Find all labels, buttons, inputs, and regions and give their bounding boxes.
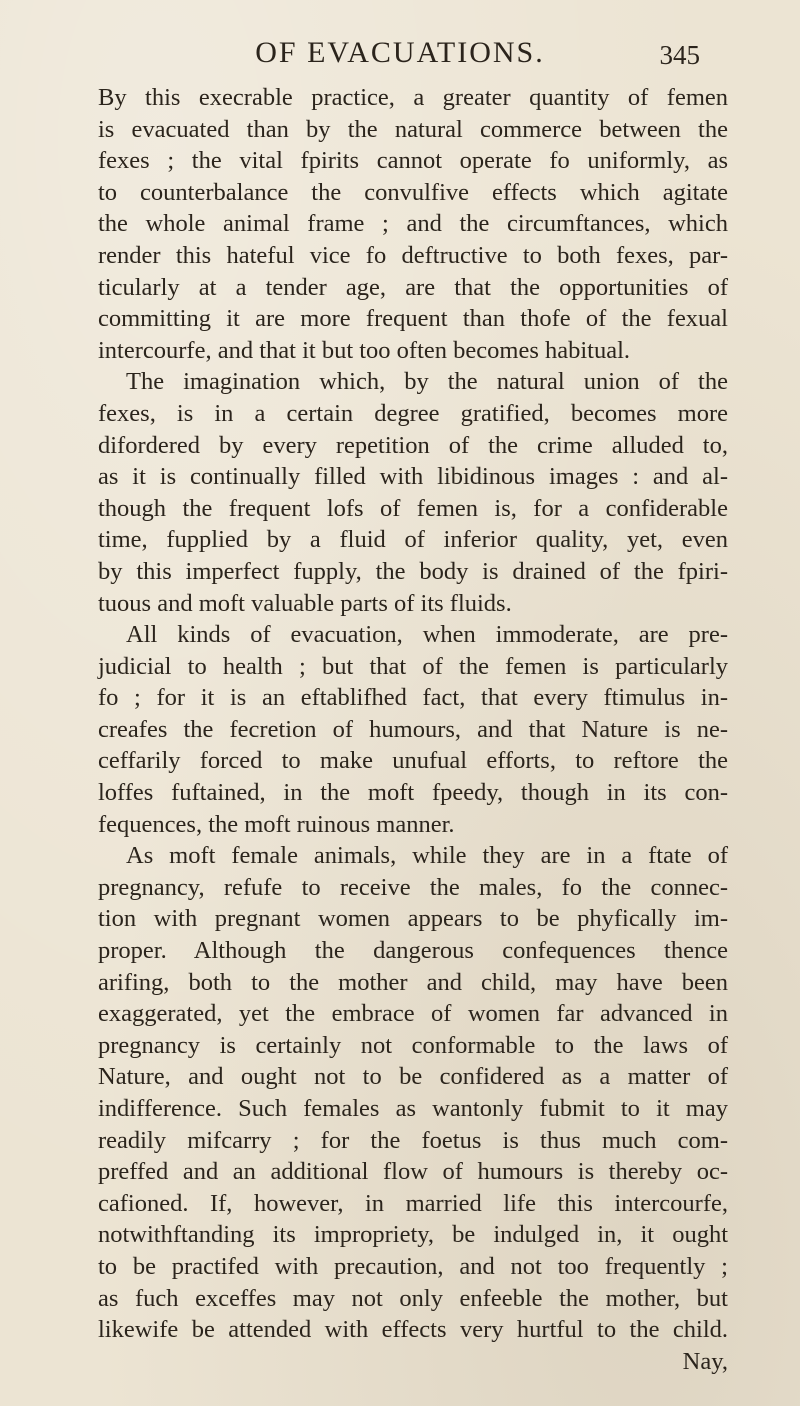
body-text <box>98 82 728 1377</box>
text-line: All kinds of evacuation, when immoderate, are pre- <box>126 621 728 649</box>
text-line: notwithftanding its impropriety, be indulged in, it ought <box>98 1221 728 1249</box>
text-line: difordered by every repetition of the crime alluded to, <box>98 431 728 459</box>
text-line: fexes, is in a certain degree gratified, becomes more <box>98 399 728 427</box>
text-line: The imagination which, by the natural union of the <box>126 368 728 396</box>
text-line: judicial to health ; but that of the femen is particularly <box>98 652 728 680</box>
text-line: By this execrable practice, a greater quantity of femen <box>98 84 728 111</box>
text-line: is evacuated than by the natural commerce between the <box>98 115 728 143</box>
text-line: proper. Although the dangerous confequences thence <box>98 937 728 965</box>
text-line: exaggerated, yet the embrace of women far advanced in <box>98 1000 728 1028</box>
text-line: to be practifed with precaution, and not too frequently ; <box>98 1252 728 1280</box>
text-line: pregnancy is certainly not conformable to the laws of <box>98 1031 728 1059</box>
text-line: fequences, the moft ruinous manner. <box>98 810 455 838</box>
text-line: creafes the fecretion of humours, and that Nature is ne- <box>98 715 728 743</box>
text-line: the whole animal frame ; and the circumftances, which <box>98 210 728 238</box>
text-line: ticularly at a tender age, are that the opportunities of <box>98 273 728 301</box>
text-line: as it is continually filled with libidinous images : and al- <box>98 463 728 491</box>
text-line: As moft female animals, while they are in a ftate of <box>126 842 728 870</box>
text-line: Nature, and ought not to be confidered as a matter of <box>98 1063 728 1091</box>
text-line: loffes fuftained, in the moft fpeedy, though in its con- <box>98 779 728 807</box>
text-line: though the frequent lofs of femen is, for a confiderable <box>98 494 728 522</box>
text-line: as fuch exceffes may not only enfeeble the mother, but <box>98 1284 728 1312</box>
catchword: Nay, <box>682 1347 728 1375</box>
text-line: to counterbalance the convulfive effects which agitate <box>98 178 728 206</box>
text-line: time, fupplied by a fluid of inferior quality, yet, even <box>98 526 728 554</box>
text-line: likewife be attended with effects very hurtful to the child. <box>98 1316 728 1344</box>
text-line: ceffarily forced to make unufual efforts, to reftore the <box>98 747 728 775</box>
text-line: indifference. Such females as wantonly fubmit to it may <box>98 1095 728 1122</box>
page-header <box>0 36 800 76</box>
page-number: 345 <box>659 40 700 70</box>
text-line: arifing, both to the mother and child, may have been <box>98 968 728 996</box>
text-line: tion with pregnant women appears to be phyfically im- <box>98 905 728 933</box>
text-line: cafioned. If, however, in married life this intercourfe, <box>98 1189 728 1217</box>
text-line: by this imperfect fupply, the body is drained of the fpiri- <box>98 557 728 585</box>
catchword-row <box>98 1346 728 1378</box>
text-line: intercourfe, and that it but too often becomes habitual. <box>98 336 631 364</box>
text-line: fo ; for it is an eftablifhed fact, that every ftimulus in- <box>98 684 728 712</box>
text-line: committing it are more frequent than thofe of the fexual <box>98 305 728 333</box>
text-line: tuous and moft valuable parts of its fluids. <box>98 589 512 617</box>
text-line: readily mifcarry ; for the foetus is thus much com- <box>98 1126 728 1154</box>
text-line: pregnancy, refufe to receive the males, fo the connec- <box>98 873 728 901</box>
text-line: fexes ; the vital fpirits cannot operate fo uniformly, as <box>98 147 728 175</box>
text-line: preffed and an additional flow of humours is thereby oc- <box>98 1158 728 1186</box>
text-line: render this hateful vice fo deftructive to both fexes, par- <box>98 241 728 269</box>
running-title: OF EVACUATIONS. <box>255 36 545 69</box>
